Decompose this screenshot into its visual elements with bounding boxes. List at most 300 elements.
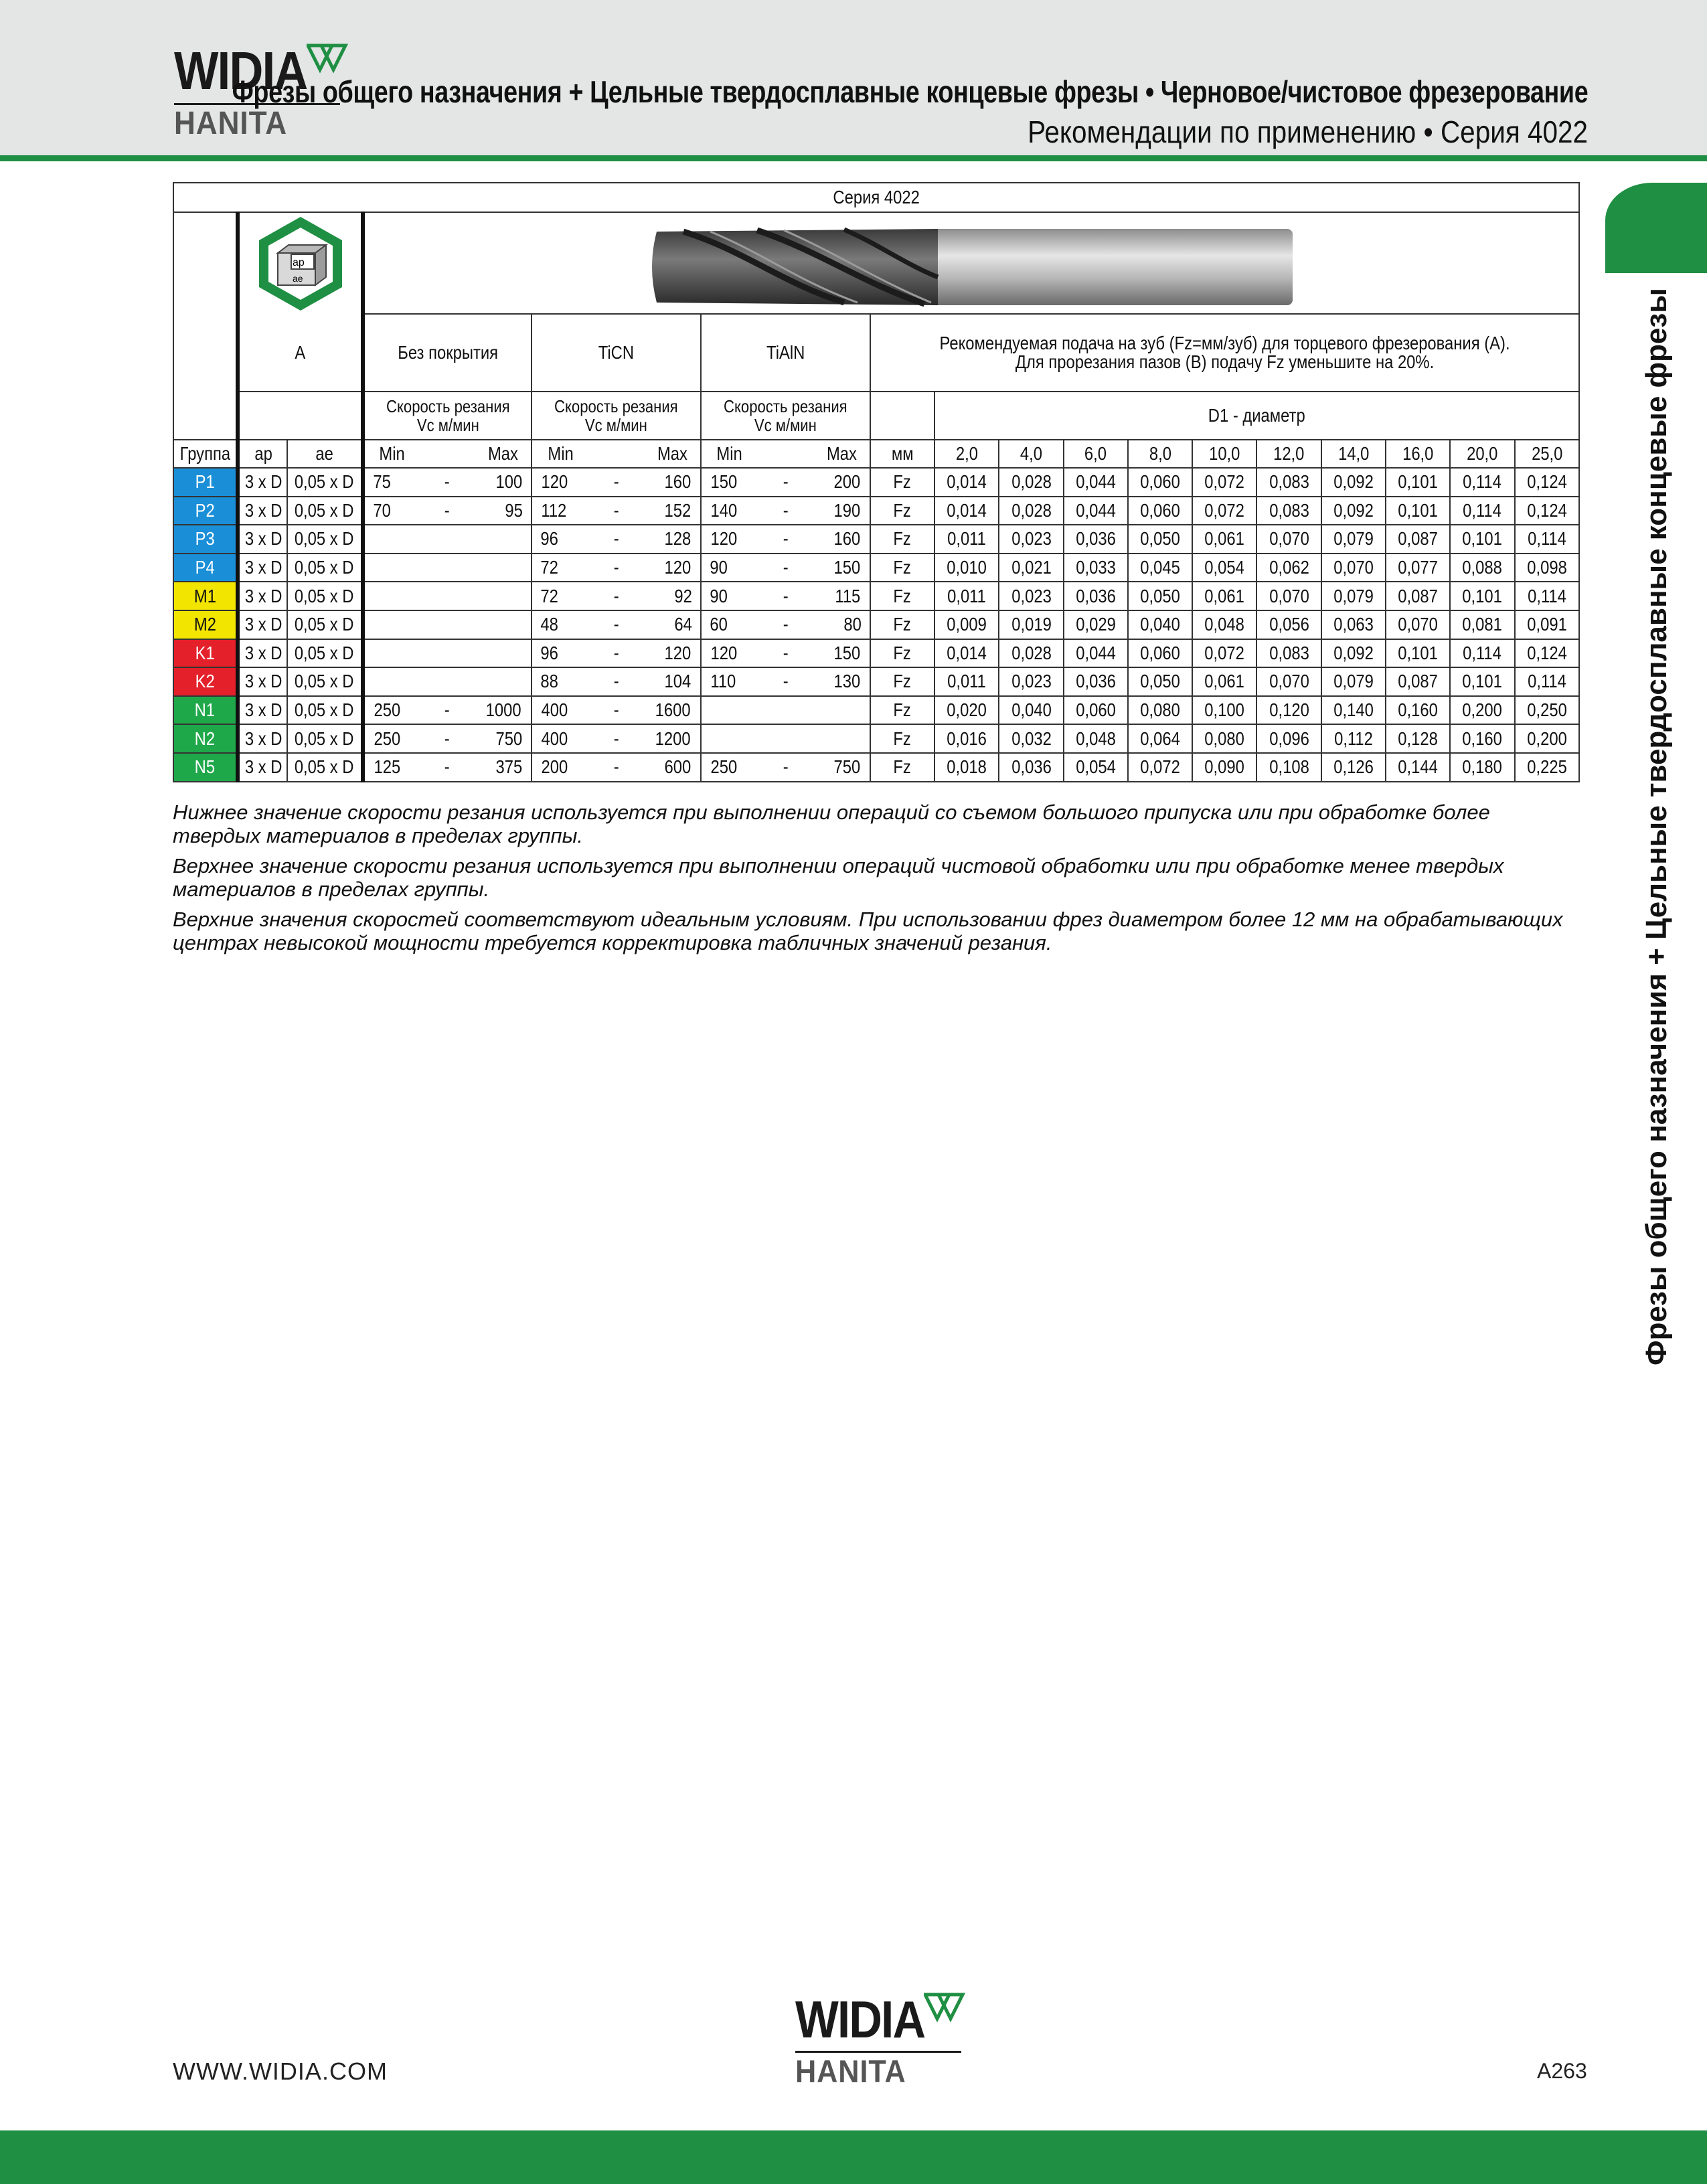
- feed-value: 0,045: [1128, 554, 1192, 582]
- material-group-badge: K2: [173, 667, 238, 696]
- ap-value: 3 x D: [238, 582, 287, 610]
- col-diameter: 10,0: [1192, 440, 1256, 468]
- feed-value: 0,036: [1064, 582, 1128, 610]
- feed-value: 0,048: [1064, 724, 1128, 753]
- speed-dash: [757, 696, 813, 725]
- speed-max-uncoated: 95: [475, 497, 532, 525]
- table-row: [173, 724, 1579, 753]
- feed-unit: Fz: [870, 639, 934, 668]
- header-divider: [0, 155, 1707, 161]
- feed-unit: Fz: [870, 753, 934, 782]
- col-ap: ap: [238, 440, 287, 468]
- speed-min-tialn: 150: [701, 468, 757, 497]
- feed-value: 0,016: [934, 724, 999, 753]
- speed-min-tialn: 250: [701, 753, 757, 782]
- ap-value: 3 x D: [238, 554, 287, 582]
- feed-value: 0,064: [1128, 724, 1192, 753]
- feed-value: 0,080: [1192, 724, 1256, 753]
- speed-dash: -: [419, 696, 475, 725]
- feed-value: 0,060: [1128, 468, 1192, 497]
- col-diameter: 20,0: [1450, 440, 1514, 468]
- material-group-badge: N5: [173, 753, 238, 782]
- speed-min-ticn: 400: [532, 696, 588, 725]
- speed-dash: -: [419, 497, 475, 525]
- ae-value: 0,05 x D: [287, 525, 362, 554]
- table-row: [173, 497, 1579, 525]
- speed-dash: [419, 610, 475, 639]
- section-tab: [1605, 183, 1707, 273]
- speed-dash: -: [419, 753, 475, 782]
- speed-max-uncoated: [475, 610, 532, 639]
- ap-value: 3 x D: [238, 753, 287, 782]
- feed-value: 0,083: [1256, 639, 1321, 668]
- speed-max-tialn: [814, 696, 870, 725]
- feed-value: 0,014: [934, 639, 999, 668]
- feed-value: 0,126: [1321, 753, 1386, 782]
- col-uncoated-max: Max: [475, 440, 532, 468]
- logo-brand-top: WIDIA: [795, 1990, 925, 2049]
- material-group-badge: P2: [173, 497, 238, 525]
- widia-triangle-icon: [924, 1992, 965, 2023]
- feed-value: 0,063: [1321, 610, 1386, 639]
- speed-min-uncoated: 70: [363, 497, 419, 525]
- feed-value: 0,114: [1450, 468, 1514, 497]
- speed-max-tialn: 150: [814, 554, 870, 582]
- feed-value: 0,061: [1192, 582, 1256, 610]
- logo-brand-bottom: HANITA: [174, 106, 288, 141]
- speed-min-tialn: 140: [701, 497, 757, 525]
- feed-value: 0,019: [999, 610, 1063, 639]
- table-row: [173, 582, 1579, 610]
- feed-value: 0,029: [1064, 610, 1128, 639]
- speed-min-ticn: 200: [532, 753, 588, 782]
- feed-value: 0,101: [1450, 582, 1514, 610]
- col-spacer: [757, 440, 813, 468]
- svg-text:ap: ap: [292, 256, 305, 268]
- feed-value: 0,032: [999, 724, 1063, 753]
- group-header-spacer: [173, 212, 238, 440]
- speed-max-tialn: 130: [814, 667, 870, 696]
- feed-note-line-1: Рекомендуемая подача на зуб (Fz=мм/зуб) для торцевого фрезерования (A).: [939, 333, 1510, 353]
- speed-max-ticn: 120: [645, 554, 701, 582]
- feed-value: 0,101: [1386, 497, 1450, 525]
- speed-dash: -: [588, 724, 645, 753]
- speed-dash: -: [757, 554, 813, 582]
- speed-dash: [419, 582, 475, 610]
- speed-dash: -: [588, 696, 645, 725]
- feed-unit: Fz: [870, 582, 934, 610]
- speed-max-uncoated: [475, 525, 532, 554]
- feed-value: 0,044: [1064, 639, 1128, 668]
- feed-unit: Fz: [870, 667, 934, 696]
- feed-unit: Fz: [870, 497, 934, 525]
- feed-value: 0,124: [1515, 639, 1579, 668]
- speed-dash: -: [588, 610, 645, 639]
- ap-value: 3 x D: [238, 468, 287, 497]
- section-tab-label: Фрезы общего назначения + Цельные твердосплавные концевые фрезы: [1640, 288, 1673, 1365]
- feed-value: 0,062: [1256, 554, 1321, 582]
- speed-dash: [419, 525, 475, 554]
- feed-value: 0,114: [1515, 525, 1579, 554]
- ae-value: 0,05 x D: [287, 724, 362, 753]
- speed-max-tialn: 200: [814, 468, 870, 497]
- feed-value: 0,090: [1192, 753, 1256, 782]
- speed-min-tialn: [701, 696, 757, 725]
- speed-max-tialn: 115: [814, 582, 870, 610]
- speed-min-ticn: 400: [532, 724, 588, 753]
- feed-value: 0,036: [999, 753, 1063, 782]
- speed-dash: -: [588, 582, 645, 610]
- speed-min-uncoated: [363, 639, 419, 668]
- speed-min-ticn: 72: [532, 554, 588, 582]
- speed-min-tialn: 90: [701, 582, 757, 610]
- operation-icon-cell: [238, 212, 363, 314]
- ae-value: 0,05 x D: [287, 554, 362, 582]
- speed-min-tialn: 120: [701, 525, 757, 554]
- ae-value: 0,05 x D: [287, 667, 362, 696]
- ap-value: 3 x D: [238, 667, 287, 696]
- col-ae: ae: [287, 440, 362, 468]
- feed-value: 0,070: [1256, 667, 1321, 696]
- note-low-speed: Нижнее значение скорости резания используется при выполнении операций со съемом большого припуска или при обработке более твердых материалов в пределах группы.: [173, 801, 1490, 847]
- feed-unit: Fz: [870, 468, 934, 497]
- tool-image-cell: [363, 212, 1579, 314]
- speed-max-uncoated: 750: [475, 724, 532, 753]
- table-row: [173, 468, 1579, 497]
- feed-value: 0,120: [1256, 696, 1321, 725]
- speed-dash: -: [588, 667, 645, 696]
- speed-max-ticn: 160: [645, 468, 701, 497]
- feed-value: 0,180: [1450, 753, 1514, 782]
- feed-value: 0,160: [1386, 696, 1450, 725]
- material-group-badge: N2: [173, 724, 238, 753]
- ae-value: 0,05 x D: [287, 468, 362, 497]
- speed-min-uncoated: 250: [363, 696, 419, 725]
- feed-value: 0,020: [934, 696, 999, 725]
- ae-value: 0,05 x D: [287, 696, 362, 725]
- feed-value: 0,091: [1515, 610, 1579, 639]
- feed-value: 0,060: [1064, 696, 1128, 725]
- feed-value: 0,081: [1450, 610, 1514, 639]
- feed-value: 0,054: [1064, 753, 1128, 782]
- note-high-speed: Верхнее значение скорости резания используется при выполнении операций чистовой обработки или при обработке менее твердых материалов в пределах группы.: [173, 854, 1504, 901]
- feed-value: 0,140: [1321, 696, 1386, 725]
- speed-dash: -: [757, 525, 813, 554]
- feed-value: 0,040: [999, 696, 1063, 725]
- feed-value: 0,200: [1450, 696, 1514, 725]
- col-diameter: 6,0: [1064, 440, 1128, 468]
- speed-dash: [419, 554, 475, 582]
- coating-ticn: TiCN: [532, 314, 701, 392]
- feed-value: 0,144: [1386, 753, 1450, 782]
- feed-value: 0,028: [999, 497, 1063, 525]
- feed-value: 0,092: [1321, 639, 1386, 668]
- feed-value: 0,079: [1321, 525, 1386, 554]
- feed-value: 0,079: [1321, 667, 1386, 696]
- feed-value: 0,250: [1515, 696, 1579, 725]
- col-diameter: 25,0: [1515, 440, 1579, 468]
- application-table: [173, 182, 1580, 782]
- speed-label-uncoated: Скорость резания Vc м/мин: [363, 392, 532, 440]
- feed-value: 0,021: [999, 554, 1063, 582]
- notes: [173, 801, 1578, 961]
- material-group-badge: M2: [173, 610, 238, 639]
- speed-max-tialn: [814, 724, 870, 753]
- speed-dash: -: [757, 667, 813, 696]
- ae-value: 0,05 x D: [287, 639, 362, 668]
- feed-value: 0,044: [1064, 468, 1128, 497]
- speed-min-uncoated: 125: [363, 753, 419, 782]
- material-group-badge: K1: [173, 639, 238, 668]
- speed-dash: -: [419, 724, 475, 753]
- speed-min-uncoated: 250: [363, 724, 419, 753]
- speed-dash: -: [588, 468, 645, 497]
- feed-value: 0,088: [1450, 554, 1514, 582]
- speed-dash: [419, 667, 475, 696]
- feed-value: 0,087: [1386, 525, 1450, 554]
- speed-dash: -: [757, 753, 813, 782]
- ae-value: 0,05 x D: [287, 497, 362, 525]
- feed-value: 0,050: [1128, 582, 1192, 610]
- col-ticn-max: Max: [645, 440, 701, 468]
- speed-min-ticn: 96: [532, 639, 588, 668]
- feed-value: 0,060: [1128, 639, 1192, 668]
- website-link[interactable]: WWW.WIDIA.COM: [173, 2057, 388, 2085]
- svg-text:ae: ae: [292, 272, 303, 284]
- feed-value: 0,070: [1256, 525, 1321, 554]
- speed-min-tialn: 90: [701, 554, 757, 582]
- feed-unit: Fz: [870, 525, 934, 554]
- feed-value: 0,061: [1192, 667, 1256, 696]
- feed-unit: Fz: [870, 724, 934, 753]
- col-uncoated-min: Min: [363, 440, 419, 468]
- col-diameter: 4,0: [999, 440, 1063, 468]
- speed-min-uncoated: 75: [363, 468, 419, 497]
- col-diameter: 2,0: [934, 440, 999, 468]
- speed-min-ticn: 88: [532, 667, 588, 696]
- feed-value: 0,101: [1450, 525, 1514, 554]
- speed-min-tialn: 60: [701, 610, 757, 639]
- speed-dash: [419, 639, 475, 668]
- operation-label: A: [238, 314, 363, 392]
- feed-value: 0,087: [1386, 667, 1450, 696]
- logo-brand-top: WIDIA: [174, 41, 307, 100]
- page-subtitle: Рекомендации по применению • Серия 4022: [1028, 114, 1588, 149]
- speed-min-ticn: 96: [532, 525, 588, 554]
- coating-uncoated: Без покрытия: [363, 314, 532, 392]
- unit-spacer: [870, 392, 934, 440]
- feed-value: 0,114: [1450, 497, 1514, 525]
- speed-min-tialn: 120: [701, 639, 757, 668]
- ae-value: 0,05 x D: [287, 610, 362, 639]
- speed-dash: -: [588, 497, 645, 525]
- feed-value: 0,092: [1321, 497, 1386, 525]
- feed-value: 0,023: [999, 582, 1063, 610]
- speed-dash: -: [588, 639, 645, 668]
- feed-value: 0,014: [934, 468, 999, 497]
- logo-brand-bottom: HANITA: [795, 2053, 906, 2089]
- feed-value: 0,160: [1450, 724, 1514, 753]
- feed-value: 0,023: [999, 667, 1063, 696]
- speed-max-tialn: 150: [814, 639, 870, 668]
- speed-dash: [757, 724, 813, 753]
- page-number: A263: [1537, 2059, 1587, 2083]
- speed-max-tialn: 190: [814, 497, 870, 525]
- speed-dash: -: [757, 610, 813, 639]
- feed-value: 0,100: [1192, 696, 1256, 725]
- series-title: Серия 4022: [173, 183, 1579, 212]
- feed-value: 0,010: [934, 554, 999, 582]
- table-row: [173, 753, 1579, 782]
- ap-value: 3 x D: [238, 696, 287, 725]
- speed-max-ticn: 152: [645, 497, 701, 525]
- feed-value: 0,114: [1515, 582, 1579, 610]
- table-row: [173, 554, 1579, 582]
- feed-value: 0,087: [1386, 582, 1450, 610]
- operation-spacer: [238, 392, 363, 440]
- feed-value: 0,114: [1515, 667, 1579, 696]
- note-ideal-conditions: Верхние значения скоростей соответствуют идеальным условиям. При использовании фрез диаметром более 12 мм на обрабатывающих центрах невысокой мощности требуется корректировка табличных значений резания.: [173, 908, 1563, 954]
- speed-dash: -: [757, 497, 813, 525]
- speed-min-uncoated: [363, 582, 419, 610]
- col-diameter: 14,0: [1321, 440, 1386, 468]
- table-row: [173, 696, 1579, 725]
- speed-dash: -: [588, 554, 645, 582]
- feed-unit: Fz: [870, 696, 934, 725]
- ap-value: 3 x D: [238, 639, 287, 668]
- feed-unit: Fz: [870, 610, 934, 639]
- speed-max-ticn: 64: [645, 610, 701, 639]
- end-mill-icon: [643, 224, 1299, 311]
- speed-min-uncoated: [363, 554, 419, 582]
- feed-value: 0,048: [1192, 610, 1256, 639]
- feed-value: 0,009: [934, 610, 999, 639]
- speed-dash: -: [757, 468, 813, 497]
- feed-value: 0,101: [1386, 468, 1450, 497]
- feed-value: 0,092: [1321, 468, 1386, 497]
- speed-min-ticn: 48: [532, 610, 588, 639]
- table-row: [173, 610, 1579, 639]
- feed-value: 0,036: [1064, 525, 1128, 554]
- feed-value: 0,098: [1515, 554, 1579, 582]
- footer-logo: [795, 1990, 966, 2089]
- speed-dash: -: [588, 753, 645, 782]
- feed-value: 0,072: [1128, 753, 1192, 782]
- feed-value: 0,028: [999, 468, 1063, 497]
- col-tialn-max: Max: [814, 440, 870, 468]
- table-row: [173, 525, 1579, 554]
- speed-label-tialn: Скорость резания Vc м/мин: [701, 392, 870, 440]
- speed-min-uncoated: [363, 667, 419, 696]
- feed-value: 0,114: [1450, 639, 1514, 668]
- feed-value: 0,225: [1515, 753, 1579, 782]
- face-milling-icon: [254, 214, 347, 313]
- feed-value: 0,028: [999, 639, 1063, 668]
- logo-rule: [795, 2051, 961, 2053]
- widia-triangle-icon: [307, 43, 348, 74]
- feed-value: 0,083: [1256, 497, 1321, 525]
- feed-value: 0,072: [1192, 468, 1256, 497]
- feed-value: 0,128: [1386, 724, 1450, 753]
- speed-max-tialn: 750: [814, 753, 870, 782]
- feed-value: 0,077: [1386, 554, 1450, 582]
- speed-max-uncoated: 100: [475, 468, 532, 497]
- speed-max-ticn: 1600: [645, 696, 701, 725]
- material-group-badge: P1: [173, 468, 238, 497]
- feed-value: 0,072: [1192, 497, 1256, 525]
- col-spacer: [419, 440, 475, 468]
- col-unit: мм: [870, 440, 934, 468]
- speed-max-ticn: 104: [645, 667, 701, 696]
- feed-value: 0,072: [1192, 639, 1256, 668]
- ae-value: 0,05 x D: [287, 753, 362, 782]
- page-title: Фрезы общего назначения + Цельные твердосплавные концевые фрезы • Черновое/чистовое фрезерование: [232, 74, 1588, 109]
- speed-max-uncoated: 375: [475, 753, 532, 782]
- feed-value: 0,050: [1128, 525, 1192, 554]
- feed-value: 0,011: [934, 582, 999, 610]
- speed-min-ticn: 112: [532, 497, 588, 525]
- feed-value: 0,108: [1256, 753, 1321, 782]
- speed-max-tialn: 80: [814, 610, 870, 639]
- speed-max-ticn: 600: [645, 753, 701, 782]
- speed-max-tialn: 160: [814, 525, 870, 554]
- feed-value: 0,050: [1128, 667, 1192, 696]
- speed-dash: -: [588, 525, 645, 554]
- col-tialn-min: Min: [701, 440, 757, 468]
- feed-value: 0,023: [999, 525, 1063, 554]
- feed-value: 0,079: [1321, 582, 1386, 610]
- speed-dash: -: [757, 582, 813, 610]
- speed-min-uncoated: [363, 610, 419, 639]
- col-spacer: [588, 440, 645, 468]
- speed-dash: -: [419, 468, 475, 497]
- feed-note-line-2: Для прорезания пазов (B) подачу Fz уменьшите на 20%.: [1015, 351, 1435, 372]
- feed-value: 0,044: [1064, 497, 1128, 525]
- col-diameter: 12,0: [1256, 440, 1321, 468]
- speed-max-uncoated: 1000: [475, 696, 532, 725]
- feed-value: 0,101: [1386, 639, 1450, 668]
- speed-min-ticn: 120: [532, 468, 588, 497]
- feed-value: 0,101: [1450, 667, 1514, 696]
- speed-max-ticn: 92: [645, 582, 701, 610]
- feed-value: 0,036: [1064, 667, 1128, 696]
- table-row: [173, 639, 1579, 668]
- col-diameter: 8,0: [1128, 440, 1192, 468]
- speed-max-uncoated: [475, 554, 532, 582]
- feed-value: 0,083: [1256, 468, 1321, 497]
- speed-max-ticn: 120: [645, 639, 701, 668]
- feed-value: 0,124: [1515, 497, 1579, 525]
- feed-value: 0,124: [1515, 468, 1579, 497]
- col-diameter: 16,0: [1386, 440, 1450, 468]
- material-group-badge: N1: [173, 696, 238, 725]
- feed-value: 0,033: [1064, 554, 1128, 582]
- diameter-label: D1 - диаметр: [934, 392, 1579, 440]
- feed-value: 0,070: [1321, 554, 1386, 582]
- feed-value: 0,018: [934, 753, 999, 782]
- feed-value: 0,070: [1256, 582, 1321, 610]
- coating-tialn: TiAlN: [701, 314, 870, 392]
- speed-max-uncoated: [475, 667, 532, 696]
- feed-value: 0,056: [1256, 610, 1321, 639]
- feed-value: 0,060: [1128, 497, 1192, 525]
- ap-value: 3 x D: [238, 724, 287, 753]
- footer-bar: [0, 2130, 1707, 2184]
- ap-value: 3 x D: [238, 610, 287, 639]
- feed-value: 0,061: [1192, 525, 1256, 554]
- speed-max-ticn: 1200: [645, 724, 701, 753]
- feed-value: 0,014: [934, 497, 999, 525]
